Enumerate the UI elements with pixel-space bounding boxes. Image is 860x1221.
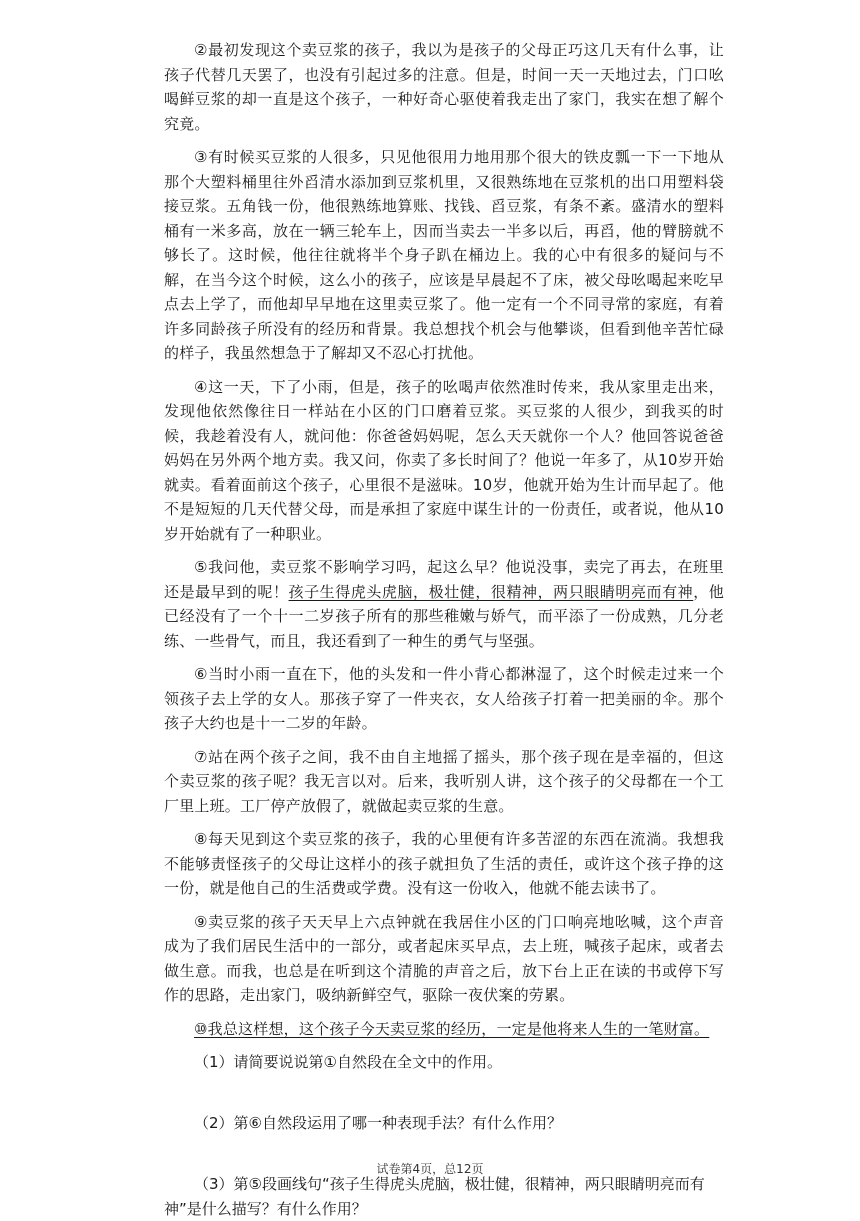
- paragraph-6: [164, 662, 724, 736]
- paragraph-10-underlined-sentence: ⑩我总这样想，这个孩子今天卖豆浆的经历，一定是他将来人生的一笔财富。: [194, 1019, 710, 1038]
- paragraph-5-text-a: ⑤我问他，卖豆浆不影响学习吗，起这么早？他说没事，卖完了再去，在班里还是最早到的呢！: [164, 558, 724, 601]
- paragraph-6-text: ⑥当时小雨一直在下，他的头发和一件小背心都淋湿了，这个时候走过来一个领孩子去上学的女人。那孩子穿了一件夹衣，女人给孩子打着一把美丽的伞。那个孩子大约也是十一二岁的年龄。: [164, 665, 724, 732]
- paragraph-5-underlined-sentence: 孩子生得虎头虎脑，极壮健，很精神，两只眼睛明亮而有神: [288, 582, 694, 601]
- page-footer: [0, 1160, 860, 1177]
- paragraph-3-text: ③有时候买豆浆的人很多，只见他很用力地用那个很大的铁皮瓢一下一下地从那个大塑料桶里往外舀清水添加到豆浆机里，又很熟练地在豆浆机的出口用塑料袋接豆浆。五角钱一份，他很熟练地算账、找钱、舀豆浆，有条不紊。盛清水的塑料桶有一米多高，放在一辆三轮车上，因而当卖去一半多以后，再舀，他的臂膀就不够长了。这时候，他往往就将半个身子趴在桶边上。我的心中有很多的疑问与不解，在当今这个时候，这么小的孩子，应该是早晨起不了床，被父母吆喝起来吃早点去上学了，而他却早早地在这里卖豆浆了。他一定有一个不同寻常的家庭，有着许多同龄孩子所没有的经历和背景。我总想找个机会与他攀谈，但看到他辛苦忙碌的样子，我虽然想急于了解却又不忍心打扰他。: [164, 148, 724, 362]
- page-number-label: 试卷第4页，总12页: [376, 1162, 484, 1176]
- question-1: （1）请简要说说第①自然段在全文中的作用。: [194, 1053, 502, 1071]
- paragraph-2-text: ②最初发现这个卖豆浆的孩子，我以为是孩子的父母正巧这几天有什么事，让孩子代替几天罢了，也没有引起过多的注意。但是，时间一天一天地过去，门口吆喝鲜豆浆的却一直是这个孩子，一种好奇心驱使着我走出了家门，我实在想了解个究竟。: [164, 41, 724, 133]
- paragraph-9: [164, 910, 724, 1008]
- paragraph-4: [164, 375, 724, 547]
- question-2: （2）第⑥自然段运用了哪一种表现手法？有什么作用？: [194, 1113, 562, 1132]
- paragraph-5-text-b: ，他已经没有了一个十一二岁孩子所有的那些稚嫩与娇气，而平添了一份成熟，几分老练、一些骨气，而且，我还看到了一种生的勇气与坚强。: [164, 582, 724, 650]
- paragraph-7: [164, 745, 724, 819]
- paragraph-2: [164, 38, 724, 136]
- paragraph-10: [164, 1017, 724, 1042]
- paragraph-3: [164, 145, 724, 366]
- paragraph-8: [164, 827, 724, 901]
- paragraph-4-text: ④这一天，下了小雨，但是，孩子的吆喝声依然准时传来，我从家里走出来，发现他依然像往日一样站在小区的门口磨着豆浆。买豆浆的人很少，到我买的时候，我趁着没有人，就问他：你爸爸妈妈呢，怎么天天就你一个人？他回答说爸爸妈妈在另外两个地方卖。我又问，你卖了多长时间了？他说一年多了，从10岁开始就卖。看着面前这个孩子，心里很不是滋味。10岁，他就开始为生计而早起了。他不是短短的几天代替父母，而是承担了家庭中谋生计的一份责任，或者说，他从10岁开始就有了一种职业。: [164, 377, 724, 543]
- paragraph-7-text: ⑦站在两个孩子之间，我不由自主地摇了摇头，那个孩子现在是幸福的，但这个卖豆浆的孩子呢？我无言以对。后来，我听别人讲，这个孩子的父母都在一个工厂里上班。工厂停产放假了，就做起卖豆浆的生意。: [164, 747, 724, 815]
- article-body: [164, 38, 724, 1221]
- paragraph-5: [164, 555, 724, 653]
- question-3: （3）第⑤段画线句“孩子生得虎头虎脑，极壮健，很精神，两只眼睛明亮而有神”是什么描写？有什么作用？: [164, 1175, 705, 1218]
- paragraph-9-text: ⑨卖豆浆的孩子天天早上六点钟就在我居住小区的门口响亮地吆喊，这个声音成为了我们居民生活中的一部分，或者起床买早点，去上班，喊孩子起床，或者去做生意。而我，也总是在听到这个清脆的声音之后，放下台上正在读的书或停下写作的思路，走出家门，吸纳新鲜空气，驱除一夜伏案的劳累。: [164, 912, 724, 1004]
- paragraph-8-text: ⑧每天见到这个卖豆浆的孩子，我的心里便有许多苦涩的东西在流淌。我想我不能够责怪孩子的父母让这样小的孩子就担负了生活的责任，或许这个孩子挣的这一份，就是他自己的生活费或学费。没有这一份收入，他就不能去读书了。: [164, 830, 724, 897]
